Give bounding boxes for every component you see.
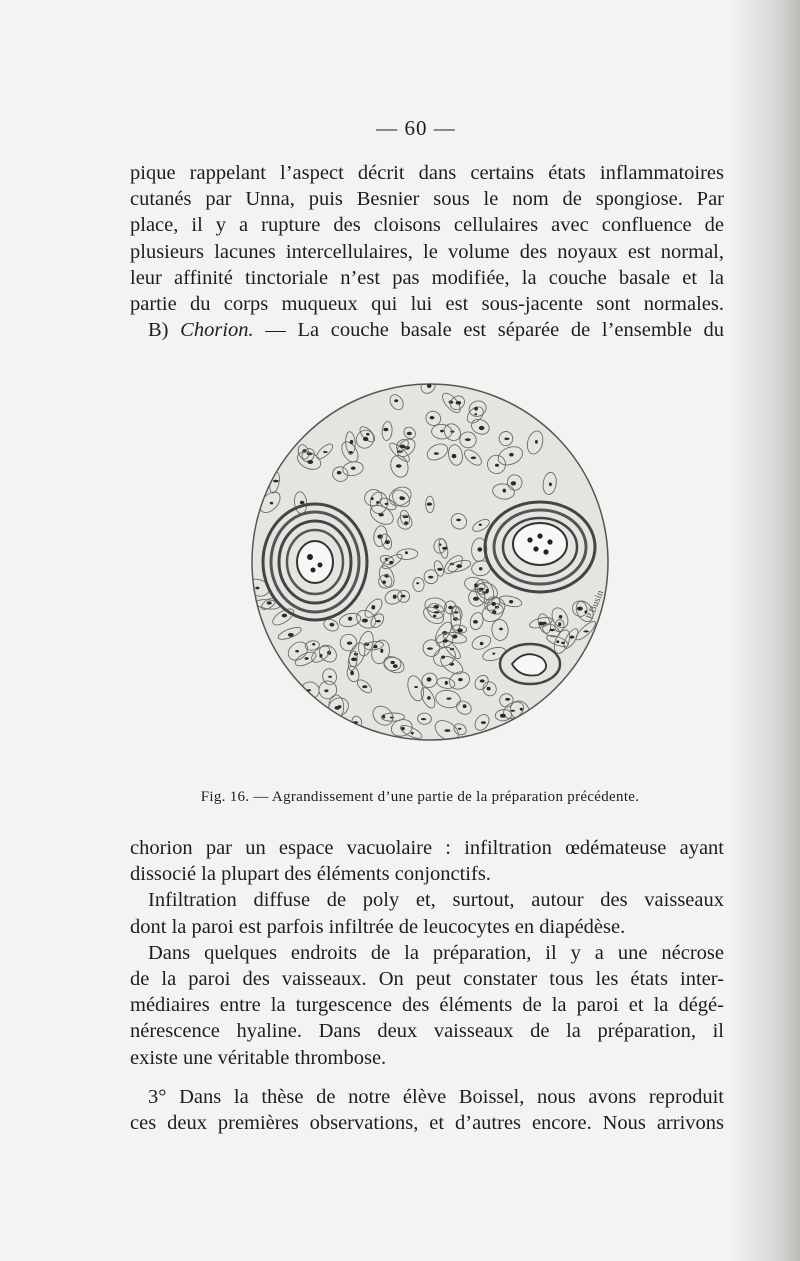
cell-nucleus <box>446 698 451 700</box>
cell-nucleus <box>448 606 453 610</box>
cell-nucleus <box>458 678 463 681</box>
cell-nucleus <box>385 503 389 505</box>
cell-nucleus <box>383 428 388 431</box>
cell-nucleus <box>430 416 435 419</box>
cell-nucleus <box>499 628 503 631</box>
cell-nucleus <box>427 384 432 388</box>
cell-nucleus <box>463 704 467 708</box>
cell-nucleus <box>350 440 353 444</box>
cell-nucleus <box>371 605 375 609</box>
cell-nucleus <box>427 647 433 649</box>
final-paragraph <box>130 1084 724 1136</box>
cell-nucleus <box>267 601 272 604</box>
cell-nucleus <box>559 615 563 619</box>
cell-nucleus <box>328 676 332 678</box>
cell-nucleus <box>391 661 395 664</box>
page-edge-shadow <box>730 0 800 1261</box>
cell-nucleus <box>480 679 485 682</box>
cell-nucleus <box>583 630 589 632</box>
cell-nucleus <box>427 696 431 700</box>
cell-nucleus <box>509 453 513 457</box>
cell-nucleus <box>474 583 478 587</box>
cell-nucleus <box>390 717 394 719</box>
cell-nucleus <box>509 600 513 603</box>
cell-nucleus <box>473 620 478 624</box>
cell-nucleus <box>495 464 499 467</box>
cell-nucleus <box>363 437 368 441</box>
cell-nucleus <box>535 440 538 444</box>
text-line: médiaires entre la turgescence des éléments de la paroi et la dégé- <box>130 994 724 1017</box>
cell-nucleus <box>288 633 294 637</box>
cell-nucleus <box>477 547 482 551</box>
text-line: dissocié la plupart des éléments conjonctifs. <box>130 863 491 886</box>
histology-drawing <box>240 372 620 752</box>
cell-nucleus <box>393 595 397 599</box>
cell-nucleus <box>456 519 461 522</box>
cell-nucleus <box>556 640 559 643</box>
text-line: place, il y a rupture des cloisons cellulaires avec confluence de <box>130 214 724 237</box>
text-line: plusieurs lacunes intercellulaires, le volume des noyaux est normal, <box>130 240 724 263</box>
chorion-title: Chorion. <box>180 319 254 342</box>
cell-nucleus <box>452 454 457 458</box>
text-line: de la paroi des vaisseaux. On peut constater tous les états inter- <box>130 968 724 991</box>
cell-nucleus <box>481 721 486 724</box>
cell-nucleus <box>492 653 495 655</box>
cell-nucleus <box>441 656 445 659</box>
cell-nucleus <box>442 547 447 550</box>
cell-nucleus <box>407 432 412 435</box>
cell-nucleus <box>561 642 565 644</box>
cell-nucleus <box>375 620 381 622</box>
cell-nucleus <box>505 698 510 701</box>
cell-nucleus <box>366 433 369 436</box>
page-number: — 60 — <box>376 116 456 140</box>
cell-nucleus <box>270 502 273 505</box>
cell-nucleus <box>393 664 398 668</box>
cell-nucleus <box>539 622 543 626</box>
cell-nucleus <box>421 718 426 720</box>
cell-nucleus <box>348 617 352 621</box>
cell-nucleus <box>307 689 311 691</box>
text-line: partie du corps muqueux qui lui est sous-jacente sont normales. <box>130 293 724 316</box>
cell-nucleus <box>411 732 414 735</box>
chorion-prefix: B) <box>148 319 181 342</box>
text-line: leur affinité tinctoriale n’est pas modifiée, la couche basale et la <box>130 266 724 289</box>
cell-nucleus <box>474 407 478 411</box>
cell-nucleus <box>400 445 405 449</box>
bottom-paragraphs <box>130 835 724 1071</box>
cell-nucleus <box>394 399 398 402</box>
cell-nucleus <box>457 628 463 632</box>
cell-nucleus <box>295 650 299 652</box>
cell-nucleus <box>434 611 439 613</box>
cell-nucleus <box>416 582 419 584</box>
cell-nucleus <box>471 457 476 460</box>
text-line: Dans quelques endroits de la préparation, il y a une nécrose <box>148 941 724 964</box>
cell-nucleus <box>405 551 408 554</box>
text-line: nérescence hyaline. Dans deux vaisseaux de la préparation, il <box>130 1020 724 1043</box>
text-line: Infiltration diffuse de poly et, surtout, autour des vaisseaux <box>148 889 724 912</box>
cell-nucleus <box>380 649 383 653</box>
text-line: 3° Dans la thèse de notre élève Boissel, nous avons reproduit <box>148 1086 724 1108</box>
cell-nucleus <box>337 471 342 474</box>
cell-nucleus <box>433 615 436 618</box>
cell-nucleus <box>255 587 259 590</box>
cell-nucleus <box>362 685 367 688</box>
text-line: existe une véritable thrombose. <box>130 1046 387 1069</box>
figure-caption: Fig. 16. — Agrandissement d’une partie de la préparation précédente. <box>200 789 640 805</box>
cell-nucleus <box>504 438 509 440</box>
cell-nucleus <box>465 438 471 441</box>
cell-nucleus <box>479 426 485 430</box>
cell-nucleus <box>445 681 448 685</box>
cell-nucleus <box>456 401 462 405</box>
cell-nucleus <box>480 642 484 646</box>
cell-nucleus <box>403 516 409 518</box>
text-line: chorion par un espace vacuolaire : infiltration œdémateuse ayant <box>130 837 724 859</box>
cell-nucleus <box>443 639 448 642</box>
text-line: cutanés par Unna, puis Besnier sous le nom de spongiose. Par <box>130 188 724 211</box>
cell-nucleus <box>312 643 315 646</box>
cell-nucleus <box>307 460 313 464</box>
cell-nucleus <box>385 540 390 544</box>
cell-nucleus <box>427 503 432 506</box>
cell-nucleus <box>503 489 506 493</box>
cell-nucleus <box>428 576 433 579</box>
cell-nucleus <box>324 689 328 692</box>
text-line: pique rappelant l’aspect décrit dans certains états inflammatoires <box>130 162 724 184</box>
cell-nucleus <box>305 657 309 660</box>
cell-nucleus <box>486 589 489 593</box>
cell-nucleus <box>401 595 406 598</box>
cell-nucleus <box>379 513 384 516</box>
chorion-heading-line <box>130 317 724 343</box>
cell-nucleus <box>338 705 342 708</box>
cell-nucleus <box>549 629 555 631</box>
cell-nucleus <box>479 524 482 526</box>
cell-nucleus <box>382 581 386 584</box>
cell-nucleus <box>389 561 393 564</box>
cell-nucleus <box>434 452 439 455</box>
cell-nucleus <box>400 496 404 499</box>
cell-nucleus <box>444 729 450 732</box>
cell-nucleus <box>577 607 583 611</box>
cell-nucleus <box>511 710 515 712</box>
cell-nucleus <box>440 430 444 433</box>
cell-nucleus <box>371 497 374 500</box>
cell-nucleus <box>491 602 496 606</box>
cell-nucleus <box>474 413 477 415</box>
cell-nucleus <box>456 564 462 568</box>
chorion-rest: — La couche basale est séparée de l’ensemble du <box>253 319 725 342</box>
top-paragraph <box>130 160 724 343</box>
cell-nucleus <box>273 480 279 483</box>
artist-signature: P.Busin <box>584 588 607 622</box>
cell-nucleus <box>396 464 402 467</box>
cell-nucleus <box>511 481 516 485</box>
cell-nucleus <box>414 686 418 688</box>
cell-nucleus <box>549 483 552 487</box>
cell-nucleus <box>427 677 432 681</box>
cell-nucleus <box>437 568 442 571</box>
cell-nucleus <box>351 658 357 662</box>
cell-nucleus <box>350 671 354 675</box>
cell-nucleus <box>330 623 335 627</box>
cell-nucleus <box>473 597 479 601</box>
cell-nucleus <box>319 654 322 658</box>
microscope-figure <box>240 372 620 752</box>
cell-nucleus <box>520 708 523 711</box>
cell-nucleus <box>500 714 506 718</box>
text-line: ces deux premières observations, et d’autres encore. Nous arrivons <box>130 1112 724 1135</box>
text-line: dont la paroi est parfois infiltrée de leucocytes en diapédèse. <box>130 915 626 938</box>
cell-nucleus <box>458 728 461 730</box>
cell-nucleus <box>323 451 327 453</box>
cell-nucleus <box>487 687 491 691</box>
cell-nucleus <box>347 642 352 645</box>
cell-nucleus <box>558 622 561 626</box>
cell-nucleus <box>479 567 483 570</box>
cell-nucleus <box>351 467 356 470</box>
cell-nucleus <box>282 614 287 618</box>
vessel-left <box>263 504 367 620</box>
cell-nucleus <box>362 619 368 623</box>
cell-nucleus <box>382 715 385 719</box>
